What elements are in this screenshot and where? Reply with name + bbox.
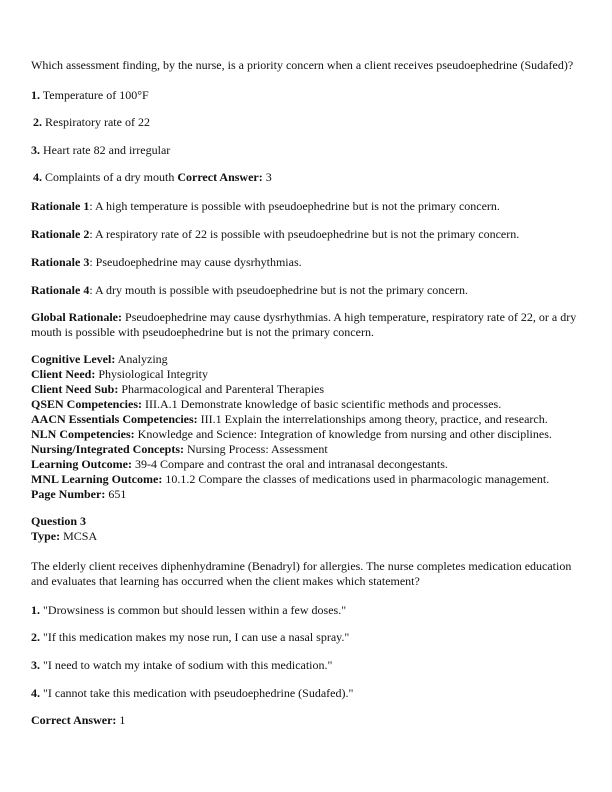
meta-cognitive-level: Cognitive Level: Analyzing [31, 352, 168, 366]
rationale-3: Rationale 3: Pseudoephedrine may cause dysrhythmias. [31, 255, 302, 269]
q3-option-4: 4. "I cannot take this medication with pseudoephedrine (Sudafed)." [31, 686, 354, 700]
rationale-2: Rationale 2: A respiratory rate of 22 is possible with pseudoephedrine but is not the primary concern. [31, 227, 520, 241]
meta-nln: NLN Competencies: Knowledge and Science: Integration of knowledge from nursing and other disciplines. [31, 427, 552, 441]
rationale-4: Rationale 4: A dry mouth is possible with pseudoephedrine but is not the primary concern. [31, 283, 468, 297]
meta-client-need: Client Need: Physiological Integrity [31, 367, 208, 381]
rationale-1: Rationale 1: A high temperature is possible with pseudoephedrine but is not the primary concern. [31, 199, 500, 213]
correct-answer-label: Correct Answer: [177, 170, 263, 184]
q3-type: Type: MCSA [31, 529, 98, 543]
q2-option-2: 2. Respiratory rate of 22 [33, 115, 150, 129]
global-rationale: Global Rationale: Pseudoephedrine may cause dysrhythmias. A high temperature, respiratory rate of 22, or a dry mouth is possible with pseudoephedrine but is not the primary concern. [31, 310, 577, 339]
meta-mnl-outcome: MNL Learning Outcome: 10.1.2 Compare the classes of medications used in pharmacologic management. [31, 472, 550, 486]
q3-option-2: 2. "If this medication makes my nose run, I can use a nasal spray." [31, 630, 350, 644]
meta-nursing-concepts: Nursing/Integrated Concepts: Nursing Process: Assessment [31, 442, 328, 456]
q2-option-3: 3. Heart rate 82 and irregular [31, 143, 171, 157]
meta-aacn: AACN Essentials Competencies: III.1 Explain the interrelationships among theory, practice, and research. [31, 412, 548, 426]
correct-answer-value: 3 [265, 170, 272, 184]
q2-option-4: 4. Complaints of a dry mouth Correct Answer: 3 [33, 170, 272, 184]
q3-stem: The elderly client receives diphenhydramine (Benadryl) for allergies. The nurse completes medication education and evaluates that learning has occurred when the client makes which statement? [31, 559, 572, 588]
q3-title: Question 3 [31, 514, 87, 528]
meta-client-need-sub: Client Need Sub: Pharmacological and Parenteral Therapies [31, 382, 325, 396]
q2-stem: Which assessment finding, by the nurse, is a priority concern when a client receives pseudoephedrine (Sudafed)? [31, 58, 574, 72]
meta-qsen: QSEN Competencies: III.A.1 Demonstrate knowledge of basic scientific methods and processes. [31, 397, 502, 411]
meta-page-number: Page Number: 651 [31, 487, 127, 501]
q3-correct-answer: Correct Answer: 1 [31, 713, 126, 727]
q2-option-1: 1. Temperature of 100°F [31, 88, 149, 102]
meta-learning-outcome: Learning Outcome: 39-4 Compare and contrast the oral and intranasal decongestants. [31, 457, 448, 471]
q3-option-3: 3. "I need to watch my intake of sodium with this medication." [31, 658, 333, 672]
q3-option-1: 1. "Drowsiness is common but should lessen within a few doses." [31, 603, 347, 617]
